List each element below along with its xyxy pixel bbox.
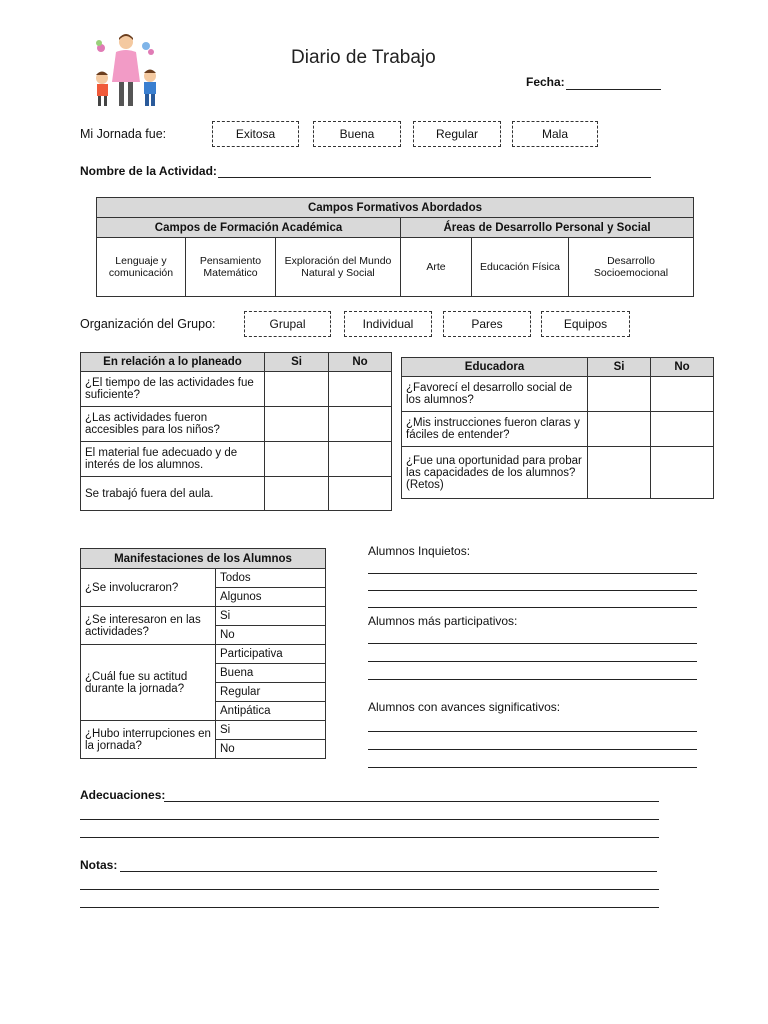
educadora-no-cell[interactable] [651, 377, 714, 412]
planeado-no-cell[interactable] [329, 372, 392, 407]
notas-line[interactable] [80, 907, 659, 908]
manifestacion-option[interactable]: Participativa [216, 645, 326, 664]
educadora-si-header: Si [588, 358, 651, 377]
alumnos-participativos-line[interactable] [368, 643, 697, 644]
manifestacion-option[interactable]: Regular [216, 683, 326, 702]
planeado-si-cell[interactable] [265, 372, 329, 407]
educadora-table [401, 357, 714, 499]
organizacion-option-equipos[interactable]: Equipos [541, 311, 630, 337]
adecuaciones-line[interactable] [80, 837, 659, 838]
alumnos-inquietos-line[interactable] [368, 573, 697, 574]
educadora-question: ¿Fue una oportunidad para probar las capacidades de los alumnos? (Retos) [402, 447, 588, 499]
fecha-label [526, 75, 565, 89]
page-title: Diario de Trabajo [291, 47, 436, 68]
campos-formativos-table [96, 197, 694, 297]
fecha-label-text: Fecha: [526, 75, 565, 89]
manifestacion-option[interactable]: No [216, 626, 326, 645]
alumnos-participativos-line[interactable] [368, 679, 697, 680]
alumnos-avances-line[interactable] [368, 731, 697, 732]
alumnos-avances-line[interactable] [368, 749, 697, 750]
planeado-question: ¿El tiempo de las actividades fue suficiente? [81, 372, 265, 407]
organizacion-option-individual[interactable]: Individual [344, 311, 432, 337]
manifestacion-question: ¿Cuál fue su actitud durante la jornada? [81, 645, 216, 721]
planeado-si-header: Si [265, 353, 329, 372]
organizacion-label: Organización del Grupo: [80, 317, 216, 331]
campo-exploracion[interactable]: Exploración del Mundo Natural y Social [276, 238, 401, 297]
planeado-si-cell[interactable] [265, 442, 329, 477]
educadora-si-cell[interactable] [588, 447, 651, 499]
manifestacion-option[interactable]: Si [216, 607, 326, 626]
actividad-field[interactable] [218, 177, 651, 178]
notas-line[interactable] [80, 889, 659, 890]
adecuaciones-label: Adecuaciones: [80, 788, 166, 802]
planeado-question: El material fue adecuado y de interés de los alumnos. [81, 442, 265, 477]
planeado-table [80, 352, 392, 511]
educadora-question: ¿Favorecí el desarrollo social de los alumnos? [402, 377, 588, 412]
planeado-no-header: No [329, 353, 392, 372]
campo-arte[interactable]: Arte [401, 238, 472, 297]
educadora-header: Educadora [402, 358, 588, 377]
campo-educacion-fisica[interactable]: Educación Física [472, 238, 569, 297]
organizacion-option-pares[interactable]: Pares [443, 311, 531, 337]
manifestacion-question: ¿Se involucraron? [81, 569, 216, 607]
manifestacion-question: ¿Hubo interrupciones en la jornada? [81, 721, 216, 759]
alumnos-inquietos-label: Alumnos Inquietos: [368, 544, 471, 558]
manifestaciones-title: Manifestaciones de los Alumnos [81, 549, 326, 569]
manifestacion-question: ¿Se interesaron en las actividades? [81, 607, 216, 645]
notas-label: Notas: [80, 858, 118, 872]
teacher-children-illustration [86, 30, 166, 110]
planeado-question: Se trabajó fuera del aula. [81, 477, 265, 511]
adecuaciones-line[interactable] [164, 801, 659, 802]
planeado-question: ¿Las actividades fueron accesibles para los niños? [81, 407, 265, 442]
planeado-header: En relación a lo planeado [81, 353, 265, 372]
alumnos-inquietos-line[interactable] [368, 607, 697, 608]
campos-title: Campos Formativos Abordados [97, 198, 694, 218]
alumnos-participativos-line[interactable] [368, 661, 697, 662]
planeado-no-cell[interactable] [329, 477, 392, 511]
jornada-label: Mi Jornada fue: [80, 127, 167, 141]
alumnos-avances-line[interactable] [368, 767, 697, 768]
campos-group-left: Campos de Formación Académica [97, 218, 401, 238]
alumnos-inquietos-line[interactable] [368, 590, 697, 591]
jornada-option-regular[interactable]: Regular [413, 121, 501, 147]
fecha-field[interactable] [566, 89, 661, 90]
manifestacion-option[interactable]: Si [216, 721, 326, 740]
manifestacion-option[interactable]: Algunos [216, 588, 326, 607]
actividad-label: Nombre de la Actividad: [80, 164, 217, 178]
manifestacion-option[interactable]: Antipática [216, 702, 326, 721]
campo-lenguaje[interactable]: Lenguaje y comunicación [97, 238, 186, 297]
educadora-no-cell[interactable] [651, 447, 714, 499]
jornada-option-exitosa[interactable]: Exitosa [212, 121, 299, 147]
manifestacion-option[interactable]: Todos [216, 569, 326, 588]
organizacion-option-grupal[interactable]: Grupal [244, 311, 331, 337]
educadora-no-header: No [651, 358, 714, 377]
educadora-si-cell[interactable] [588, 377, 651, 412]
notas-line[interactable] [120, 871, 657, 872]
alumnos-participativos-label: Alumnos más participativos: [368, 614, 518, 628]
planeado-no-cell[interactable] [329, 407, 392, 442]
manifestacion-option[interactable]: No [216, 740, 326, 759]
campo-pensamiento[interactable]: Pensamiento Matemático [186, 238, 276, 297]
manifestaciones-table [80, 548, 326, 759]
adecuaciones-line[interactable] [80, 819, 659, 820]
planeado-si-cell[interactable] [265, 407, 329, 442]
planeado-no-cell[interactable] [329, 442, 392, 477]
campo-socioemocional[interactable]: Desarrollo Socioemocional [569, 238, 694, 297]
alumnos-avances-label: Alumnos con avances significativos: [368, 700, 561, 714]
jornada-option-mala[interactable]: Mala [512, 121, 598, 147]
educadora-question: ¿Mis instrucciones fueron claras y fáciles de entender? [402, 412, 588, 447]
educadora-no-cell[interactable] [651, 412, 714, 447]
jornada-option-buena[interactable]: Buena [313, 121, 401, 147]
planeado-si-cell[interactable] [265, 477, 329, 511]
manifestacion-option[interactable]: Buena [216, 664, 326, 683]
campos-group-right: Áreas de Desarrollo Personal y Social [401, 218, 694, 238]
educadora-si-cell[interactable] [588, 412, 651, 447]
